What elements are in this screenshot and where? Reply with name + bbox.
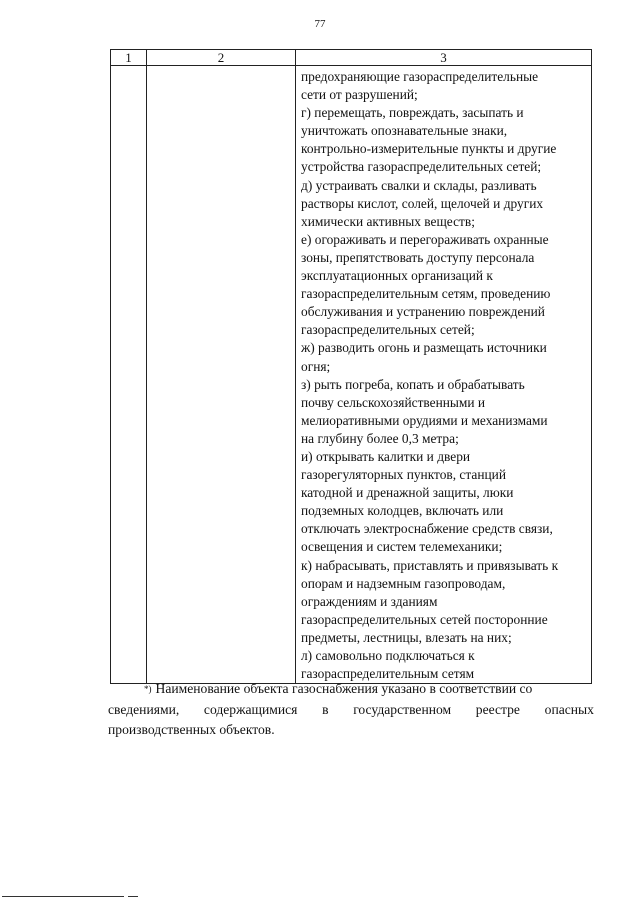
text-line: на глубину более 0,3 метра;: [301, 430, 459, 446]
text-line: газорегуляторных пунктов, станций: [301, 467, 507, 483]
text-line: ограждениям и зданиям: [301, 593, 438, 609]
text-line: газораспределительным сетям: [301, 666, 475, 682]
text-line: д) устраивать свалки и склады, разливать: [301, 177, 537, 193]
table-cell-col3: [296, 66, 592, 684]
text-line: зоны, препятствовать доступу персонала: [301, 249, 535, 265]
text-line: г) перемещать, повреждать, засыпать и: [301, 105, 524, 121]
column-header-2: 2: [147, 50, 296, 66]
text-line: обслуживания и устранению повреждений: [301, 304, 545, 320]
text-line: к) набрасывать, приставлять и привязывать к: [301, 557, 559, 573]
column-header-1: 1: [111, 50, 147, 66]
text-line: ж) разводить огонь и размещать источники: [301, 340, 547, 356]
footnote-word: содержащимися: [203, 701, 298, 717]
text-line: отключать электроснабжение средств связи,: [301, 521, 553, 537]
column-header-3: 3: [296, 50, 592, 66]
table-row: [111, 66, 592, 684]
footnote: [108, 679, 594, 741]
text-line: химически активных веществ;: [301, 213, 475, 229]
text-line: газораспределительных сетей посторонние: [301, 611, 548, 627]
text-line: катодной и дренажной защиты, люки: [301, 485, 514, 501]
text-line: предохраняющие газораспределительные: [301, 69, 539, 84]
text-line: е) огораживать и перегораживать охранные: [301, 231, 549, 247]
text-line: газораспределительным сетям, проведению: [301, 286, 551, 302]
text-line: контрольно-измерительные пункты и другие: [301, 141, 557, 157]
table-header-row: [111, 50, 592, 66]
footnote-marker: *): [144, 684, 152, 694]
text-line: газораспределительных сетей;: [301, 322, 475, 338]
text-line: огня;: [301, 358, 331, 374]
table-cell-col2: [147, 66, 296, 684]
footnote-word: в: [322, 701, 329, 717]
footnote-line-3: [108, 720, 594, 741]
text-line: опорам и надземным газопроводам,: [301, 575, 506, 591]
requirements-table: [110, 49, 592, 684]
text-line: мелиоративными орудиями и механизмами: [301, 412, 548, 428]
text-line: уничтожать опознавательные знаки,: [301, 123, 508, 139]
text-line: сети от разрушений;: [301, 87, 418, 103]
page-number: 77: [314, 18, 326, 30]
footnote-line-1: [108, 679, 594, 700]
footer-rule: [2, 896, 124, 897]
text-line: почву сельскохозяйственными и: [301, 394, 486, 410]
footnote-word: государственном: [353, 701, 452, 717]
text-line: з) рыть погреба, копать и обрабатывать: [301, 376, 525, 392]
footnote-text-3: производственных объектов.: [108, 722, 275, 737]
text-line: эксплуатационных организаций к: [301, 268, 493, 284]
text-line: освещения и систем телемеханики;: [301, 539, 503, 555]
text-line: устройства газораспределительных сетей;: [301, 159, 542, 175]
footnote-text-1: Наименование объекта газоснабжения указано в соответствии со: [155, 681, 533, 696]
text-line: л) самовольно подключаться к: [301, 648, 475, 663]
footer-rule-mark: [128, 896, 138, 897]
text-line: предметы, лестницы, влезать на них;: [301, 629, 512, 645]
text-line: и) открывать калитки и двери: [301, 448, 471, 464]
table-cell-col1: [111, 66, 147, 684]
prohibitions-text: [296, 66, 591, 683]
footnote-word: реестре: [475, 701, 520, 717]
footnote-line-2: [108, 700, 594, 721]
text-line: растворы кислот, солей, щелочей и других: [301, 195, 544, 211]
text-line: подземных колодцев, включать или: [301, 503, 504, 519]
footnote-word: сведениями,: [108, 701, 180, 717]
footnote-word: опасных: [544, 701, 594, 717]
